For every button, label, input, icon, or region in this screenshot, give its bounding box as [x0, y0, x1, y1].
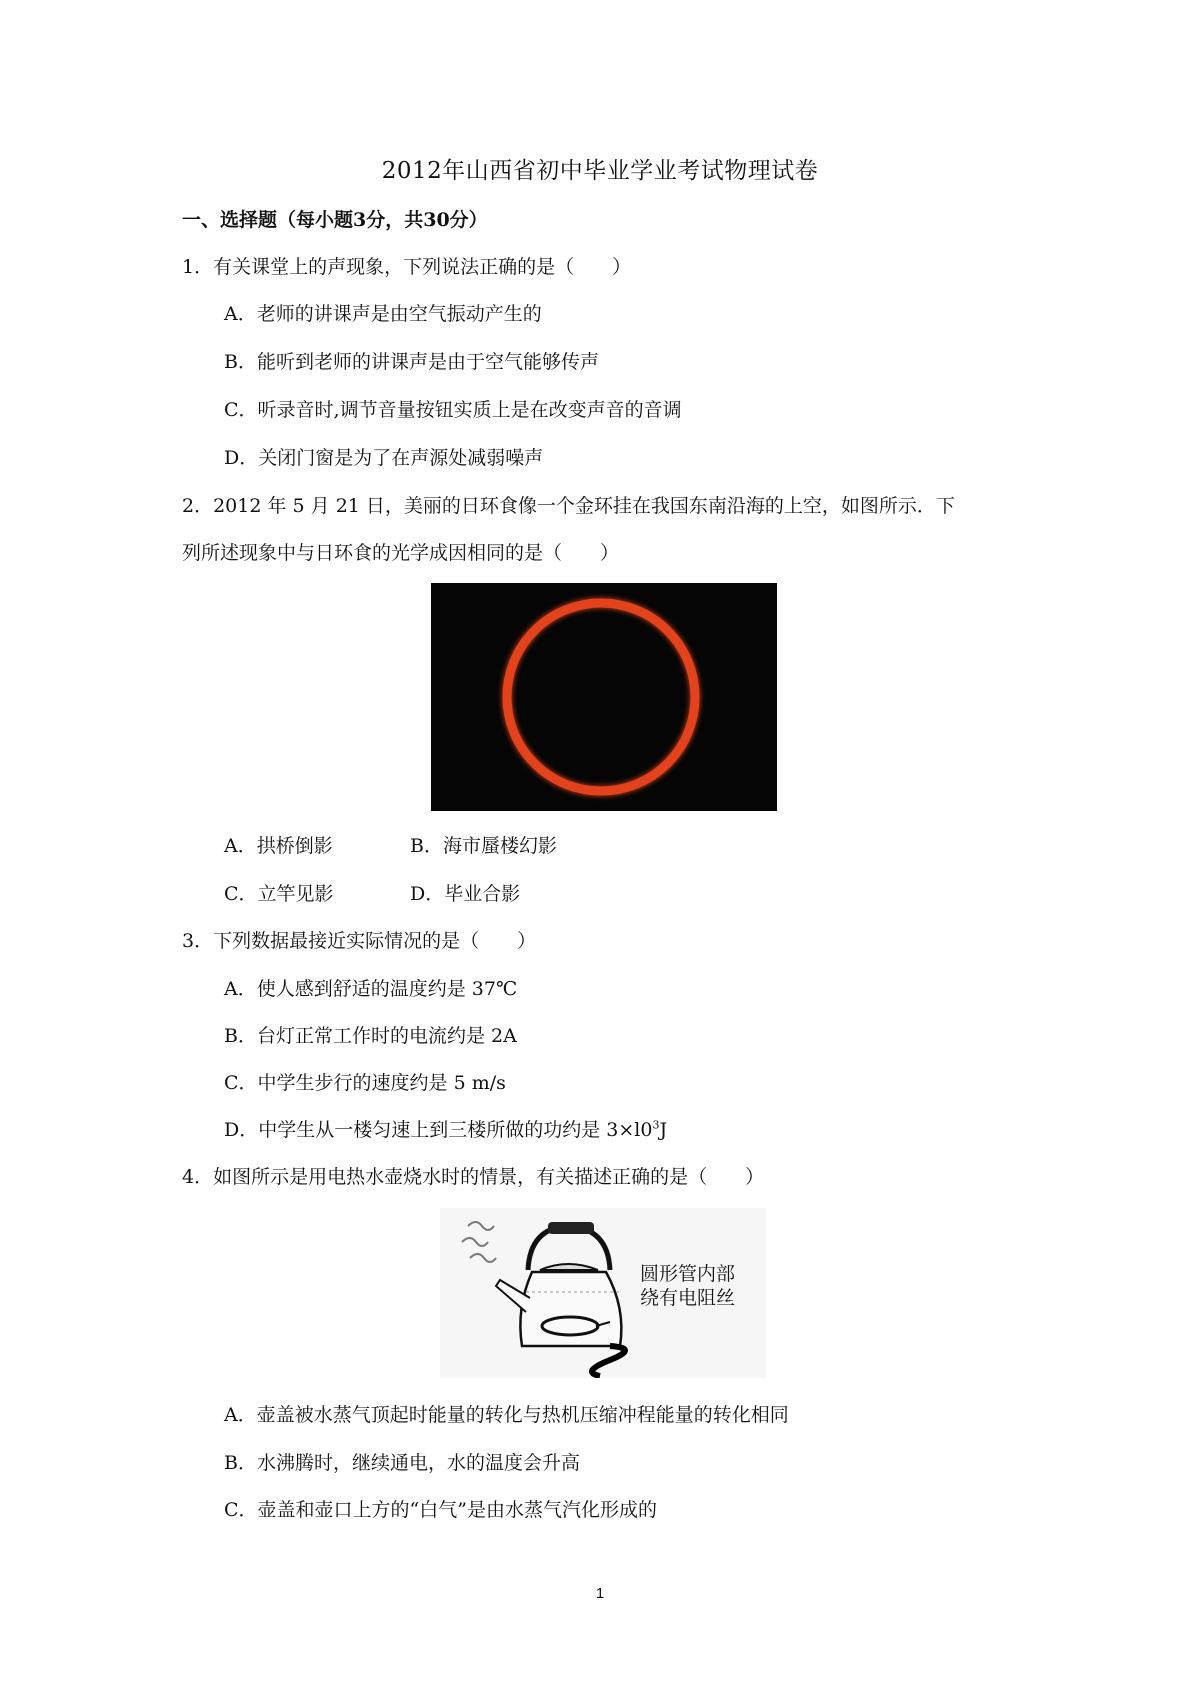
question-1-option-c: C．听录音时,调节音量按钮实质上是在改变声音的音调 — [224, 399, 682, 421]
question-2-option-c: C．立竿见影 — [224, 883, 334, 905]
electric-kettle-image — [440, 1208, 766, 1378]
kettle-label-line1: 圆形管内部 — [640, 1263, 736, 1285]
page-number: 1 — [595, 1585, 605, 1602]
section-heading: 一、选择题（每小题3分，共30分） — [182, 209, 488, 231]
question-2-stem-line2: 列所述现象中与日环食的光学成因相同的是（ ） — [182, 542, 620, 564]
page-title: 2012年山西省初中毕业学业考试物理试卷 — [381, 158, 819, 184]
question-4-option-c: C．壶盖和壶口上方的“白气”是由水蒸气汽化形成的 — [224, 1499, 657, 1521]
question-3-option-d-text: D．中学生从一楼匀速上到三楼所做的功约是 3×l0 — [224, 1119, 653, 1141]
question-3-stem: 3．下列数据最接近实际情况的是（ ） — [182, 930, 537, 952]
question-1-stem: 1．有关课堂上的声现象，下列说法正确的是（ ） — [182, 256, 632, 278]
question-2-option-a: A．拱桥倒影 — [224, 835, 333, 857]
question-3-option-d — [224, 1118, 667, 1142]
question-3-option-c: C．中学生步行的速度约是 5 m/s — [224, 1072, 506, 1094]
question-3-option-d-exponent: 3 — [652, 1118, 660, 1132]
question-1-option-d: D．关闭门窗是为了在声源处减弱噪声 — [224, 447, 544, 469]
kettle-handle-grip — [548, 1222, 594, 1234]
question-1-option-b: B．能听到老师的讲课声是由于空气能够传声 — [224, 351, 599, 373]
annular-eclipse-image — [431, 583, 777, 811]
question-3-option-b: B．台灯正常工作时的电流约是 2A — [224, 1025, 517, 1047]
question-3-option-d-unit: J — [659, 1119, 668, 1141]
eclipse-background — [431, 583, 777, 811]
question-4-stem: 4．如图所示是用电热水壶烧水时的情景，有关描述正确的是（ ） — [182, 1166, 765, 1188]
question-1-option-a: A．老师的讲课声是由空气振动产生的 — [224, 303, 542, 325]
question-4-option-a: A．壶盖被水蒸气顶起时能量的转化与热机压缩冲程能量的转化相同 — [224, 1404, 789, 1426]
question-2-option-d: D．毕业合影 — [410, 883, 521, 905]
question-4-option-b: B．水沸腾时，继续通电，水的温度会升高 — [224, 1452, 580, 1474]
question-3-option-a: A．使人感到舒适的温度约是 37℃ — [224, 978, 518, 1000]
kettle-label-line2: 绕有电阻丝 — [640, 1287, 736, 1309]
question-2-option-b: B．海市蜃楼幻影 — [410, 835, 557, 857]
question-2-stem-line1: 2．2012 年 5 月 21 日，美丽的日环食像一个金环挂在我国东南沿海的上空，如图所示．下 — [182, 495, 955, 517]
